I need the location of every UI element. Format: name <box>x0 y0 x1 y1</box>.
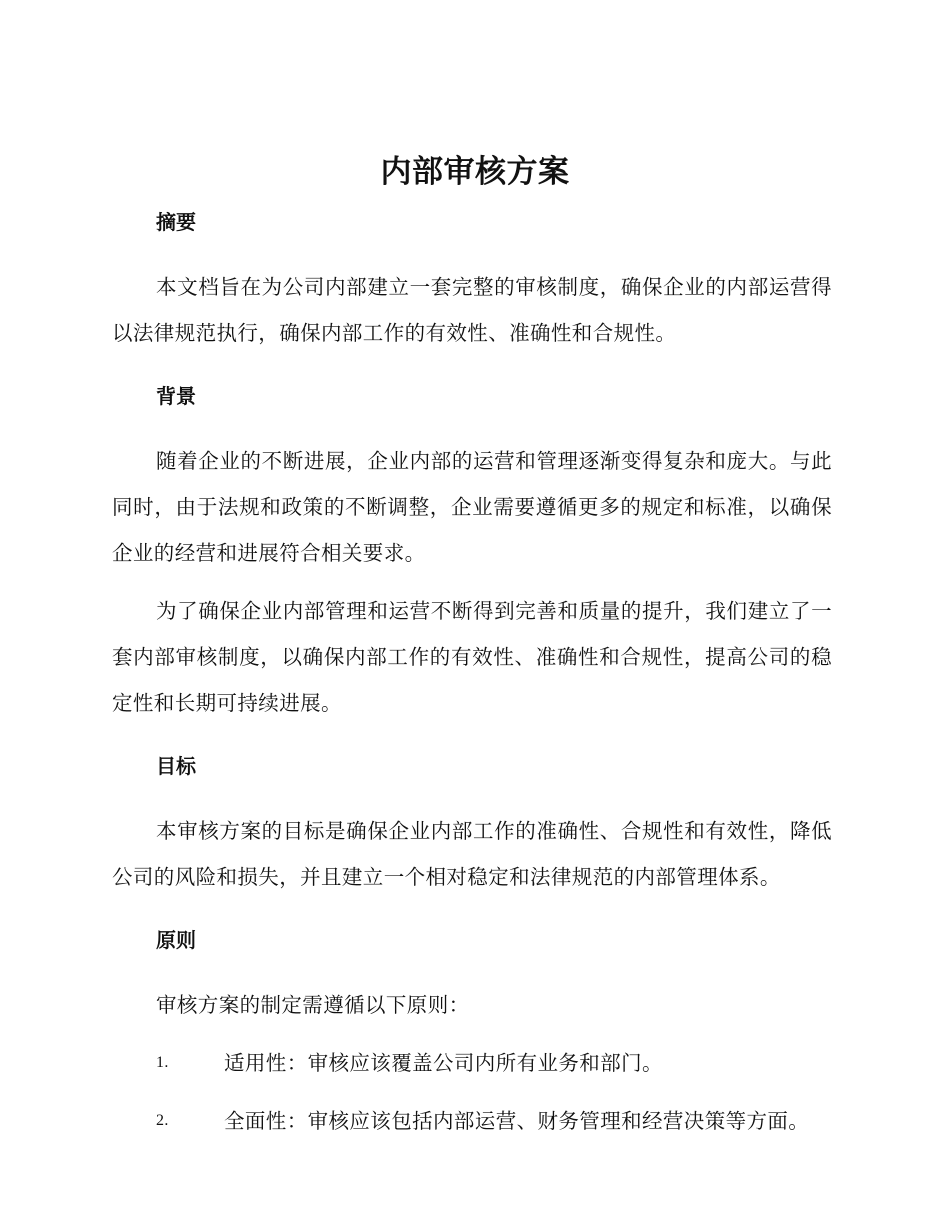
goals-paragraph: 本审核方案的目标是确保企业内部工作的准确性、合规性和有效性，降低公司的风险和损失，并且建立一个相对稳定和法律规范的内部管理体系。 <box>112 819 832 889</box>
section-heading-principles: 原则 <box>156 928 196 952</box>
list-item-number: 1. <box>156 1054 169 1071</box>
background-paragraph-2: 为了确保企业内部管理和运营不断得到完善和质量的提升，我们建立了一套内部审核制度，以确保内部工作的有效性、准确性和合规性，提高公司的稳定性和长期可持续进展。 <box>112 599 832 715</box>
section-heading-abstract: 摘要 <box>156 210 196 234</box>
abstract-paragraph: 本文档旨在为公司内部建立一套完整的审核制度，确保企业的内部运营得以法律规范执行，确保内部工作的有效性、准确性和合规性。 <box>112 275 832 345</box>
list-item <box>112 1040 832 1086</box>
list-item-text: 全面性：审核应该包括内部运营、财务管理和经营决策等方面。 <box>224 1109 810 1133</box>
section-heading-goals: 目标 <box>156 754 196 778</box>
section-heading-background: 背景 <box>156 384 196 408</box>
list-item-number: 2. <box>156 1112 169 1129</box>
document-title: 内部审核方案 <box>380 154 570 190</box>
document-body <box>112 206 832 1144</box>
list-item-text: 适用性：审核应该覆盖公司内所有业务和部门。 <box>224 1051 663 1075</box>
list-item <box>112 1098 832 1144</box>
principles-intro: 审核方案的制定需遵循以下原则： <box>156 993 470 1017</box>
background-paragraph-1: 随着企业的不断进展，企业内部的运营和管理逐渐变得复杂和庞大。与此同时，由于法规和政策的不断调整，企业需要遵循更多的规定和标准，以确保企业的经营和进展符合相关要求。 <box>112 449 832 565</box>
